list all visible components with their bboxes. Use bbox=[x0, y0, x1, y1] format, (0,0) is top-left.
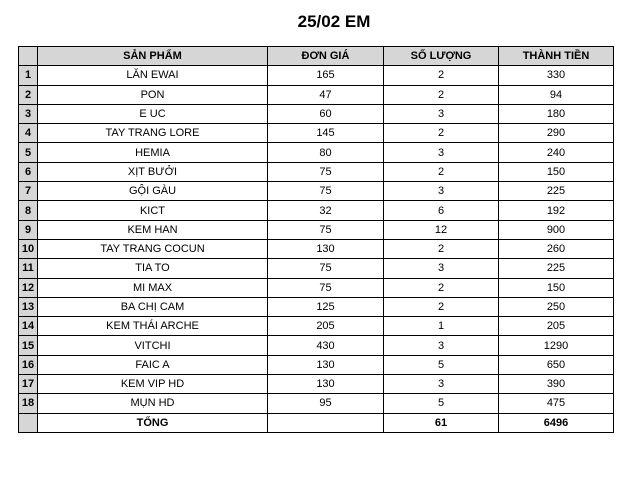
amount-cell[interactable]: 205 bbox=[499, 317, 614, 336]
header-price[interactable]: ĐƠN GIÁ bbox=[268, 47, 384, 66]
product-cell[interactable]: HEMIA bbox=[38, 143, 268, 162]
row-index: 9 bbox=[19, 220, 38, 239]
table-row bbox=[19, 143, 614, 162]
row-index: 14 bbox=[19, 317, 38, 336]
product-cell[interactable]: KEM THÁI ARCHE bbox=[38, 317, 268, 336]
amount-cell[interactable]: 180 bbox=[499, 104, 614, 123]
row-index: 11 bbox=[19, 259, 38, 278]
corner-cell bbox=[19, 47, 38, 66]
product-cell[interactable]: KICT bbox=[38, 201, 268, 220]
price-cell[interactable]: 75 bbox=[268, 259, 384, 278]
row-index: 10 bbox=[19, 239, 38, 258]
total-row bbox=[19, 413, 614, 432]
amount-cell[interactable]: 290 bbox=[499, 124, 614, 143]
amount-cell[interactable]: 650 bbox=[499, 355, 614, 374]
table-row bbox=[19, 124, 614, 143]
table-row bbox=[19, 201, 614, 220]
header-product[interactable]: SẢN PHẨM bbox=[38, 47, 268, 66]
row-index: 2 bbox=[19, 85, 38, 104]
row-index: 3 bbox=[19, 104, 38, 123]
row-index: 17 bbox=[19, 375, 38, 394]
row-index: 16 bbox=[19, 355, 38, 374]
quantity-cell[interactable]: 1 bbox=[384, 317, 499, 336]
header-row bbox=[19, 47, 614, 66]
price-cell[interactable]: 95 bbox=[268, 394, 384, 413]
table-row bbox=[19, 317, 614, 336]
quantity-cell[interactable]: 2 bbox=[384, 85, 499, 104]
price-cell[interactable]: 75 bbox=[268, 162, 384, 181]
price-cell[interactable]: 32 bbox=[268, 201, 384, 220]
product-cell[interactable]: FAIC A bbox=[38, 355, 268, 374]
product-cell[interactable]: VITCHI bbox=[38, 336, 268, 355]
total-amount[interactable]: 6496 bbox=[499, 413, 614, 432]
row-index: 15 bbox=[19, 336, 38, 355]
price-cell[interactable]: 60 bbox=[268, 104, 384, 123]
total-price[interactable] bbox=[268, 413, 384, 432]
product-cell[interactable]: PON bbox=[38, 85, 268, 104]
quantity-cell[interactable]: 12 bbox=[384, 220, 499, 239]
table-row bbox=[19, 182, 614, 201]
product-cell[interactable]: TAY TRANG LORE bbox=[38, 124, 268, 143]
price-cell[interactable]: 125 bbox=[268, 297, 384, 316]
quantity-cell[interactable]: 2 bbox=[384, 239, 499, 258]
row-index: 7 bbox=[19, 182, 38, 201]
quantity-cell[interactable]: 2 bbox=[384, 297, 499, 316]
product-cell[interactable]: KEM HAN bbox=[38, 220, 268, 239]
header-amount[interactable]: THÀNH TIỀN bbox=[499, 47, 614, 66]
row-index: 1 bbox=[19, 66, 38, 85]
sheet-title: 25/02 EM bbox=[297, 12, 371, 31]
total-label[interactable]: TỔNG bbox=[38, 413, 268, 432]
table-row bbox=[19, 297, 614, 316]
amount-cell[interactable]: 900 bbox=[499, 220, 614, 239]
price-cell[interactable]: 75 bbox=[268, 220, 384, 239]
amount-cell[interactable]: 225 bbox=[499, 182, 614, 201]
product-cell[interactable]: BA CHỊ CAM bbox=[38, 297, 268, 316]
amount-cell[interactable]: 150 bbox=[499, 162, 614, 181]
quantity-cell[interactable]: 2 bbox=[384, 162, 499, 181]
amount-cell[interactable]: 330 bbox=[499, 66, 614, 85]
row-index: 18 bbox=[19, 394, 38, 413]
total-quantity[interactable]: 61 bbox=[384, 413, 499, 432]
amount-cell[interactable]: 390 bbox=[499, 375, 614, 394]
price-cell[interactable]: 47 bbox=[268, 85, 384, 104]
invoice-table bbox=[18, 46, 614, 433]
quantity-cell[interactable]: 2 bbox=[384, 66, 499, 85]
amount-cell[interactable]: 192 bbox=[499, 201, 614, 220]
price-cell[interactable]: 205 bbox=[268, 317, 384, 336]
quantity-cell[interactable]: 2 bbox=[384, 278, 499, 297]
price-cell[interactable]: 75 bbox=[268, 182, 384, 201]
table-row bbox=[19, 104, 614, 123]
table-row bbox=[19, 336, 614, 355]
table-row bbox=[19, 375, 614, 394]
amount-cell[interactable]: 225 bbox=[499, 259, 614, 278]
table-row bbox=[19, 394, 614, 413]
total-row-index bbox=[19, 413, 38, 432]
price-cell[interactable]: 130 bbox=[268, 375, 384, 394]
product-cell[interactable]: KEM VIP HD bbox=[38, 375, 268, 394]
quantity-cell[interactable]: 2 bbox=[384, 124, 499, 143]
price-cell[interactable]: 80 bbox=[268, 143, 384, 162]
quantity-cell[interactable]: 3 bbox=[384, 104, 499, 123]
price-cell[interactable]: 165 bbox=[268, 66, 384, 85]
amount-cell[interactable]: 250 bbox=[499, 297, 614, 316]
row-index: 12 bbox=[19, 278, 38, 297]
product-cell[interactable]: GỘI GÀU bbox=[38, 182, 268, 201]
row-index: 6 bbox=[19, 162, 38, 181]
amount-cell[interactable]: 94 bbox=[499, 85, 614, 104]
quantity-cell[interactable]: 5 bbox=[384, 355, 499, 374]
table-row bbox=[19, 278, 614, 297]
amount-cell[interactable]: 260 bbox=[499, 239, 614, 258]
amount-cell[interactable]: 1290 bbox=[499, 336, 614, 355]
row-index: 4 bbox=[19, 124, 38, 143]
product-cell[interactable]: TIA TO bbox=[38, 259, 268, 278]
table-row bbox=[19, 220, 614, 239]
product-cell[interactable]: XỊT BƯỞI bbox=[38, 162, 268, 181]
table-row bbox=[19, 259, 614, 278]
quantity-cell[interactable]: 6 bbox=[384, 201, 499, 220]
row-index: 13 bbox=[19, 297, 38, 316]
quantity-cell[interactable]: 3 bbox=[384, 143, 499, 162]
row-index: 5 bbox=[19, 143, 38, 162]
quantity-cell[interactable]: 3 bbox=[384, 259, 499, 278]
quantity-cell[interactable]: 3 bbox=[384, 182, 499, 201]
amount-cell[interactable]: 475 bbox=[499, 394, 614, 413]
price-cell[interactable]: 130 bbox=[268, 355, 384, 374]
table-row bbox=[19, 162, 614, 181]
table-row bbox=[19, 66, 614, 85]
price-cell[interactable]: 145 bbox=[268, 124, 384, 143]
product-cell[interactable]: E UC bbox=[38, 104, 268, 123]
quantity-cell[interactable]: 3 bbox=[384, 336, 499, 355]
price-cell[interactable]: 130 bbox=[268, 239, 384, 258]
header-quantity[interactable]: SỐ LƯỢNG bbox=[384, 47, 499, 66]
table-row bbox=[19, 239, 614, 258]
row-index: 8 bbox=[19, 201, 38, 220]
price-cell[interactable]: 75 bbox=[268, 278, 384, 297]
table-row bbox=[19, 355, 614, 374]
product-cell[interactable]: TAY TRANG COCUN bbox=[38, 239, 268, 258]
price-cell[interactable]: 430 bbox=[268, 336, 384, 355]
quantity-cell[interactable]: 3 bbox=[384, 375, 499, 394]
product-cell[interactable]: MI MAX bbox=[38, 278, 268, 297]
amount-cell[interactable]: 150 bbox=[499, 278, 614, 297]
quantity-cell[interactable]: 5 bbox=[384, 394, 499, 413]
product-cell[interactable]: MỤN HD bbox=[38, 394, 268, 413]
amount-cell[interactable]: 240 bbox=[499, 143, 614, 162]
product-cell[interactable]: LĂN EWAI bbox=[38, 66, 268, 85]
table-row bbox=[19, 85, 614, 104]
